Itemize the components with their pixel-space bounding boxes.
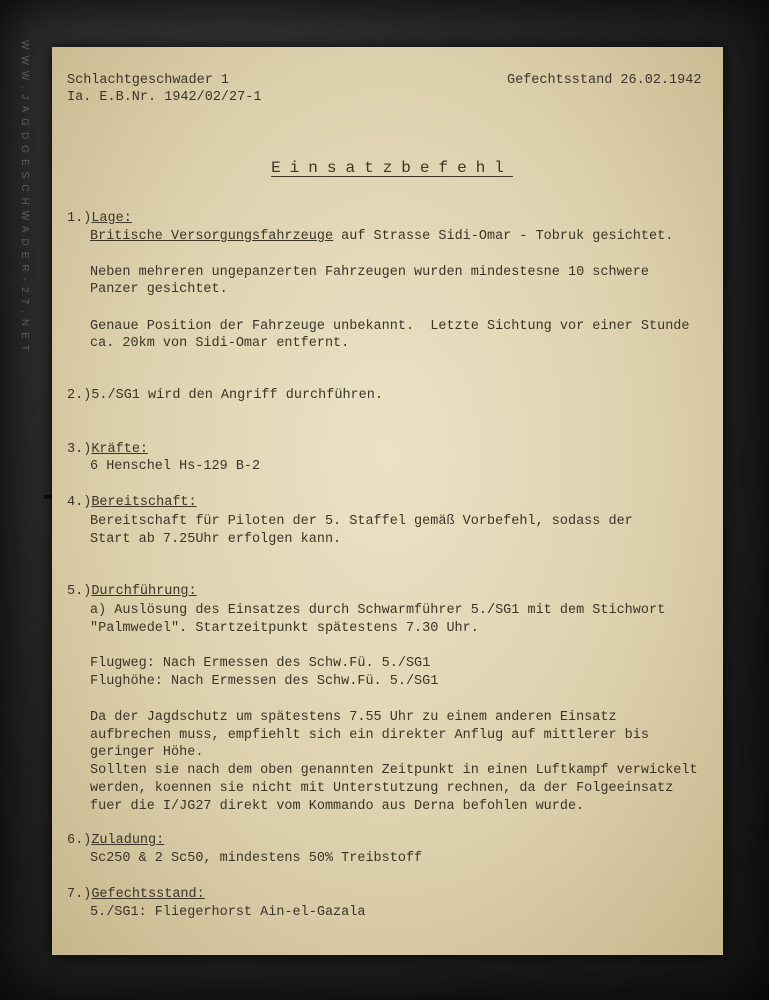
section-7-number: 7.) [67,887,92,902]
section-5-number: 5.) [67,584,92,599]
section-2: 2.)5./SG1 wird den Angriff durchführen. [67,388,383,403]
section-7-line-1: 5./SG1: Fliegerhorst Ain-el-Gazala [90,905,366,920]
section-1-subject-rest: auf Strasse Sidi-Omar - Tobruk gesichtet. [333,229,674,244]
section-1-p2-line-2: Panzer gesichtet. [90,282,228,297]
side-watermark: WWW.JAGDGESCHWADER-27.NET [19,40,30,357]
section-4-title: Bereitschaft: [91,495,197,510]
section-1-heading [67,210,132,228]
section-1-line-1 [90,228,673,246]
header-reference: Ia. E.B.Nr. 1942/02/27-1 [67,90,262,105]
document-page [52,47,723,955]
section-3-heading [67,441,148,459]
document-title: Einsatzbefehl [271,159,513,177]
section-5-p-line-1: Da der Jagdschutz um spätestens 7.55 Uhr zu einem anderen Einsatz [90,710,617,725]
section-5-p-line-6: fuer die I/JG27 direkt vom Kommando aus Derna befohlen wurde. [90,799,585,814]
section-1-title: Lage: [91,211,132,226]
section-7-heading [67,886,205,904]
section-6-title: Zuladung: [91,833,165,848]
section-6-heading [67,832,164,850]
section-3-line-1: 6 Henschel Hs-129 B-2 [90,459,261,474]
section-5-p-line-2: aufbrechen muss, empfiehlt sich ein direkter Anflug auf mittlerer bis [90,728,649,743]
section-5-heading [67,583,197,601]
section-7-title: Gefechtsstand: [91,887,205,902]
section-5-title: Durchführung: [91,584,197,599]
section-4-line-2: Start ab 7.25Uhr erfolgen kann. [90,532,342,547]
header-location-date: Gefechtsstand 26.02.1942 [507,73,702,88]
section-4-heading [67,494,197,512]
section-1-number: 1.) [67,211,92,226]
section-1-p3-line-2: ca. 20km von Sidi-Omar entfernt. [90,336,350,351]
section-5-p-line-3: geringer Höhe. [90,745,204,760]
section-4-line-1: Bereitschaft für Piloten der 5. Staffel gemäß Vorbefehl, sodass der [90,514,633,529]
section-3-number: 3.) [67,442,92,457]
section-5-a-line-2: "Palmwedel". Startzeitpunkt spätestens 7.30 Uhr. [90,621,479,636]
section-3-title: Kräfte: [91,442,149,457]
section-5-p-line-5: werden, koennen sie nicht mit Unterstutzung rechnen, da der Folgeeinsatz [90,781,674,796]
section-5-flughoehe: Flughöhe: Nach Ermessen des Schw.Fü. 5./SG1 [90,674,439,689]
frame-notch [44,495,52,499]
section-1-p3-line-1: Genaue Position der Fahrzeuge unbekannt. Letzte Sichtung vor einer Stunde [90,319,690,334]
section-6-line-1: Sc250 & 2 Sc50, mindestens 50% Treibstoff [90,851,423,866]
section-5-p-line-4: Sollten sie nach dem oben genannten Zeitpunkt in einen Luftkampf verwickelt [90,763,698,778]
header-unit: Schlachtgeschwader 1 [67,73,230,88]
section-1-p2-line-1: Neben mehreren ungepanzerten Fahrzeugen wurden mindestesne 10 schwere [90,265,649,280]
section-5-flugweg: Flugweg: Nach Ermessen des Schw.Fü. 5./SG1 [90,656,431,671]
section-4-number: 4.) [67,495,92,510]
section-5-a-line-1: a) Auslösung des Einsatzes durch Schwarmführer 5./SG1 mit dem Stichwort [90,603,666,618]
section-1-subject: Britische Versorgungsfahrzeuge [90,229,334,244]
section-6-number: 6.) [67,833,92,848]
